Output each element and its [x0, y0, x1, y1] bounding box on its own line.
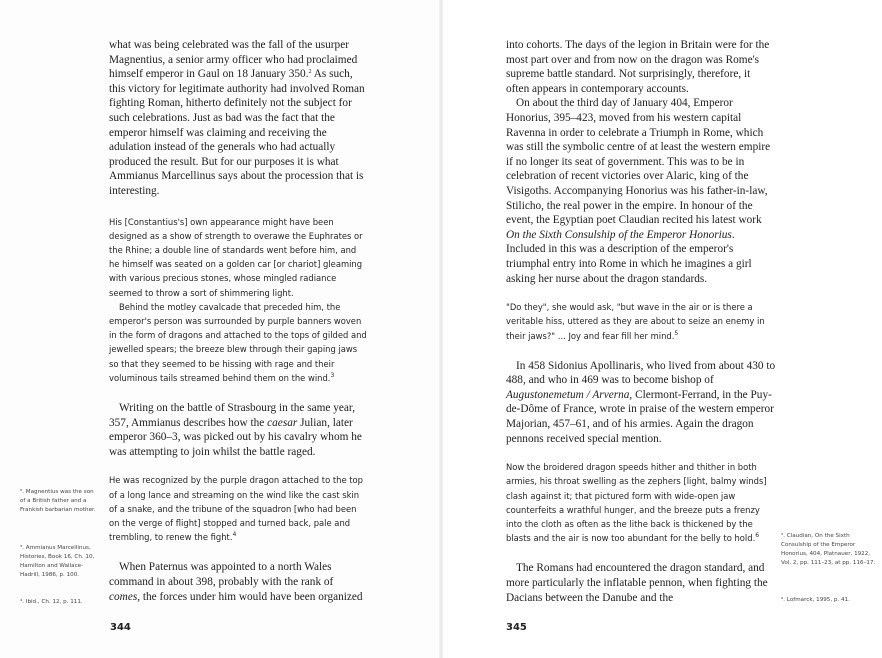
right-page [441, 0, 882, 658]
block-quote: He was recognized by the purple dragon attached to the top of a long lance and streaming on the wind like the cast skin of a snake, and the tribune of the squadron [who had been on the verge of flight] stopped and turned back, pale and trembling, to renew the fight.$^4$ [109, 475, 363, 543]
block-quote: Behind the motley cavalcade that preceded him, the emperor's person was surrounded by purple banners woven in the form of dragons and attached to the tops of gilded and jewelled spears; the breeze blew through their gaping jaws so that they seemed to be hissing with rage and their voluminous tails streamed behind them on the wind.$^3$ [109, 301, 367, 383]
margin-note: ⁵. Claudian, On the Sixth Consulship of the Emperor Honorius, 404, Platnauer, 1922, Vol. 2, pp. 111–23, at pp. 116–17. [781, 533, 876, 566]
book-gutter [439, 0, 443, 658]
block-quote: Now the broidered dragon speeds hither and thither in both armies, his throat swelling as the zephers [light, balmy winds] clash against it; that pictured form with wide-open jaw counterfeits a wrathful hunger, and the breeze puts a frenzy into the cloth as often as the lithe back is thickened by the blasts and the air is now too abundant for the belly to hold.$^6$ [506, 462, 767, 544]
block-quote: His [Constantius's] own appearance might have been designed as a show of strength to overawe the Euphrates or the Rhine; a double line of standards went before him, and he himself was seated on a golden car [or chariot] gleaming with various precious stones, whose mingled radiance seemed to throw a sort of shimmering light. [109, 216, 363, 298]
paragraph: Writing on the battle of Strasbourg in the same year, 357, Ammianus describes how the caesar Julian, later emperor 360–3, was picked out by his cavalry whom he was attempting to join whilst the battle raged. [109, 401, 362, 458]
paragraph: into cohorts. The days of the legion in Britain were for the most part over and from now on the dragon was Rome's supreme battle standard. Not surprisingly, therefore, it often appears in contemporary accounts. [506, 39, 770, 95]
paragraph: The Romans had encountered the dragon standard, and more particularly the inflatable pennon, when fighting the Dacians between the Danube and the [506, 562, 768, 604]
left-text-column [109, 38, 367, 604]
paragraph: On about the third day of January 404, Emperor Honorius, 395–423, moved from his western capital Ravenna in order to celebrate a Triumph in Rome, which was still the symbolic centre of at least the western empire if no longer its seat of government. This was to be in celebration of recent victories over Alaric, king of the Visigoths. Accompanying Honorius was his father-in-law, Stilicho, the real power in the empire. In honour of the event, the Egyptian poet Claudian recited his latest work On the Sixth Consulship of the Emperor Honorius. Included in this was a description of the emperor's triumphal entry into Rome in which he imagines a girl asking her nurse about the dragon standards. [506, 97, 771, 285]
page-number: 345 [506, 622, 527, 633]
footnote-ref[interactable]: 6 [755, 532, 760, 540]
footnote-ref[interactable]: 2 [308, 69, 312, 76]
page-number: 344 [110, 622, 131, 633]
margin-note: ⁶. Lofmarck, 1995, p. 41. [781, 597, 850, 603]
footnote-ref[interactable]: 3 [330, 371, 335, 379]
paragraph: When Paternus was appointed to a north Wales command in about 398, probably with the rank of comes, the forces under him would have been organized [109, 561, 363, 603]
paragraph: what was being celebrated was the fall of the usurper Magnentius, a senior army officer who had proclaimed himself emperor in Gaul on 18 January 350.$^2$ As such, this victory for legitimate authority had involved Roman fighting Roman, hitherto definitely not the subject for such celebrations. Just as bad was the fact that the emperor himself was claiming and receiving the adulation instead of the generals who had actually produced the result. But for our purposes it is what Ammianus Marcellinus says about the procession that is interesting. [109, 39, 365, 197]
paragraph: In 458 Sidonius Apollinaris, who lived from about 430 to 488, and who in 469 was to become bishop of Augustonemetum / Arverna, Clermont-Ferrand, in the Puy-de-Dôme of France, wrote in praise of the western emperor Majorian, 457–61, and of his armies. Again the dragon pennons received special mention. [506, 359, 776, 445]
margin-note: ³. Ammianus Marcellinus, Histories, Book 16, Ch. 10, Hamilton and Wallace-Hadrill, 1986, p. 100. [20, 545, 95, 578]
footnote-ref[interactable]: 5 [674, 329, 679, 337]
block-quote: "Do they", she would ask, "but wave in the air or is there a veritable hiss, uttered as they are about to seize an enemy in their jaws?" ... Joy and fear fill her mind.$^5$ [506, 302, 765, 341]
right-text-column [506, 38, 776, 605]
margin-note: ². Magnentius was the son of a British father and a Frankish barbarian mother. [20, 489, 96, 513]
margin-note: ⁴. Ibid., Ch. 12, p. 111. [20, 599, 83, 605]
footnote-ref[interactable]: 4 [232, 531, 237, 539]
